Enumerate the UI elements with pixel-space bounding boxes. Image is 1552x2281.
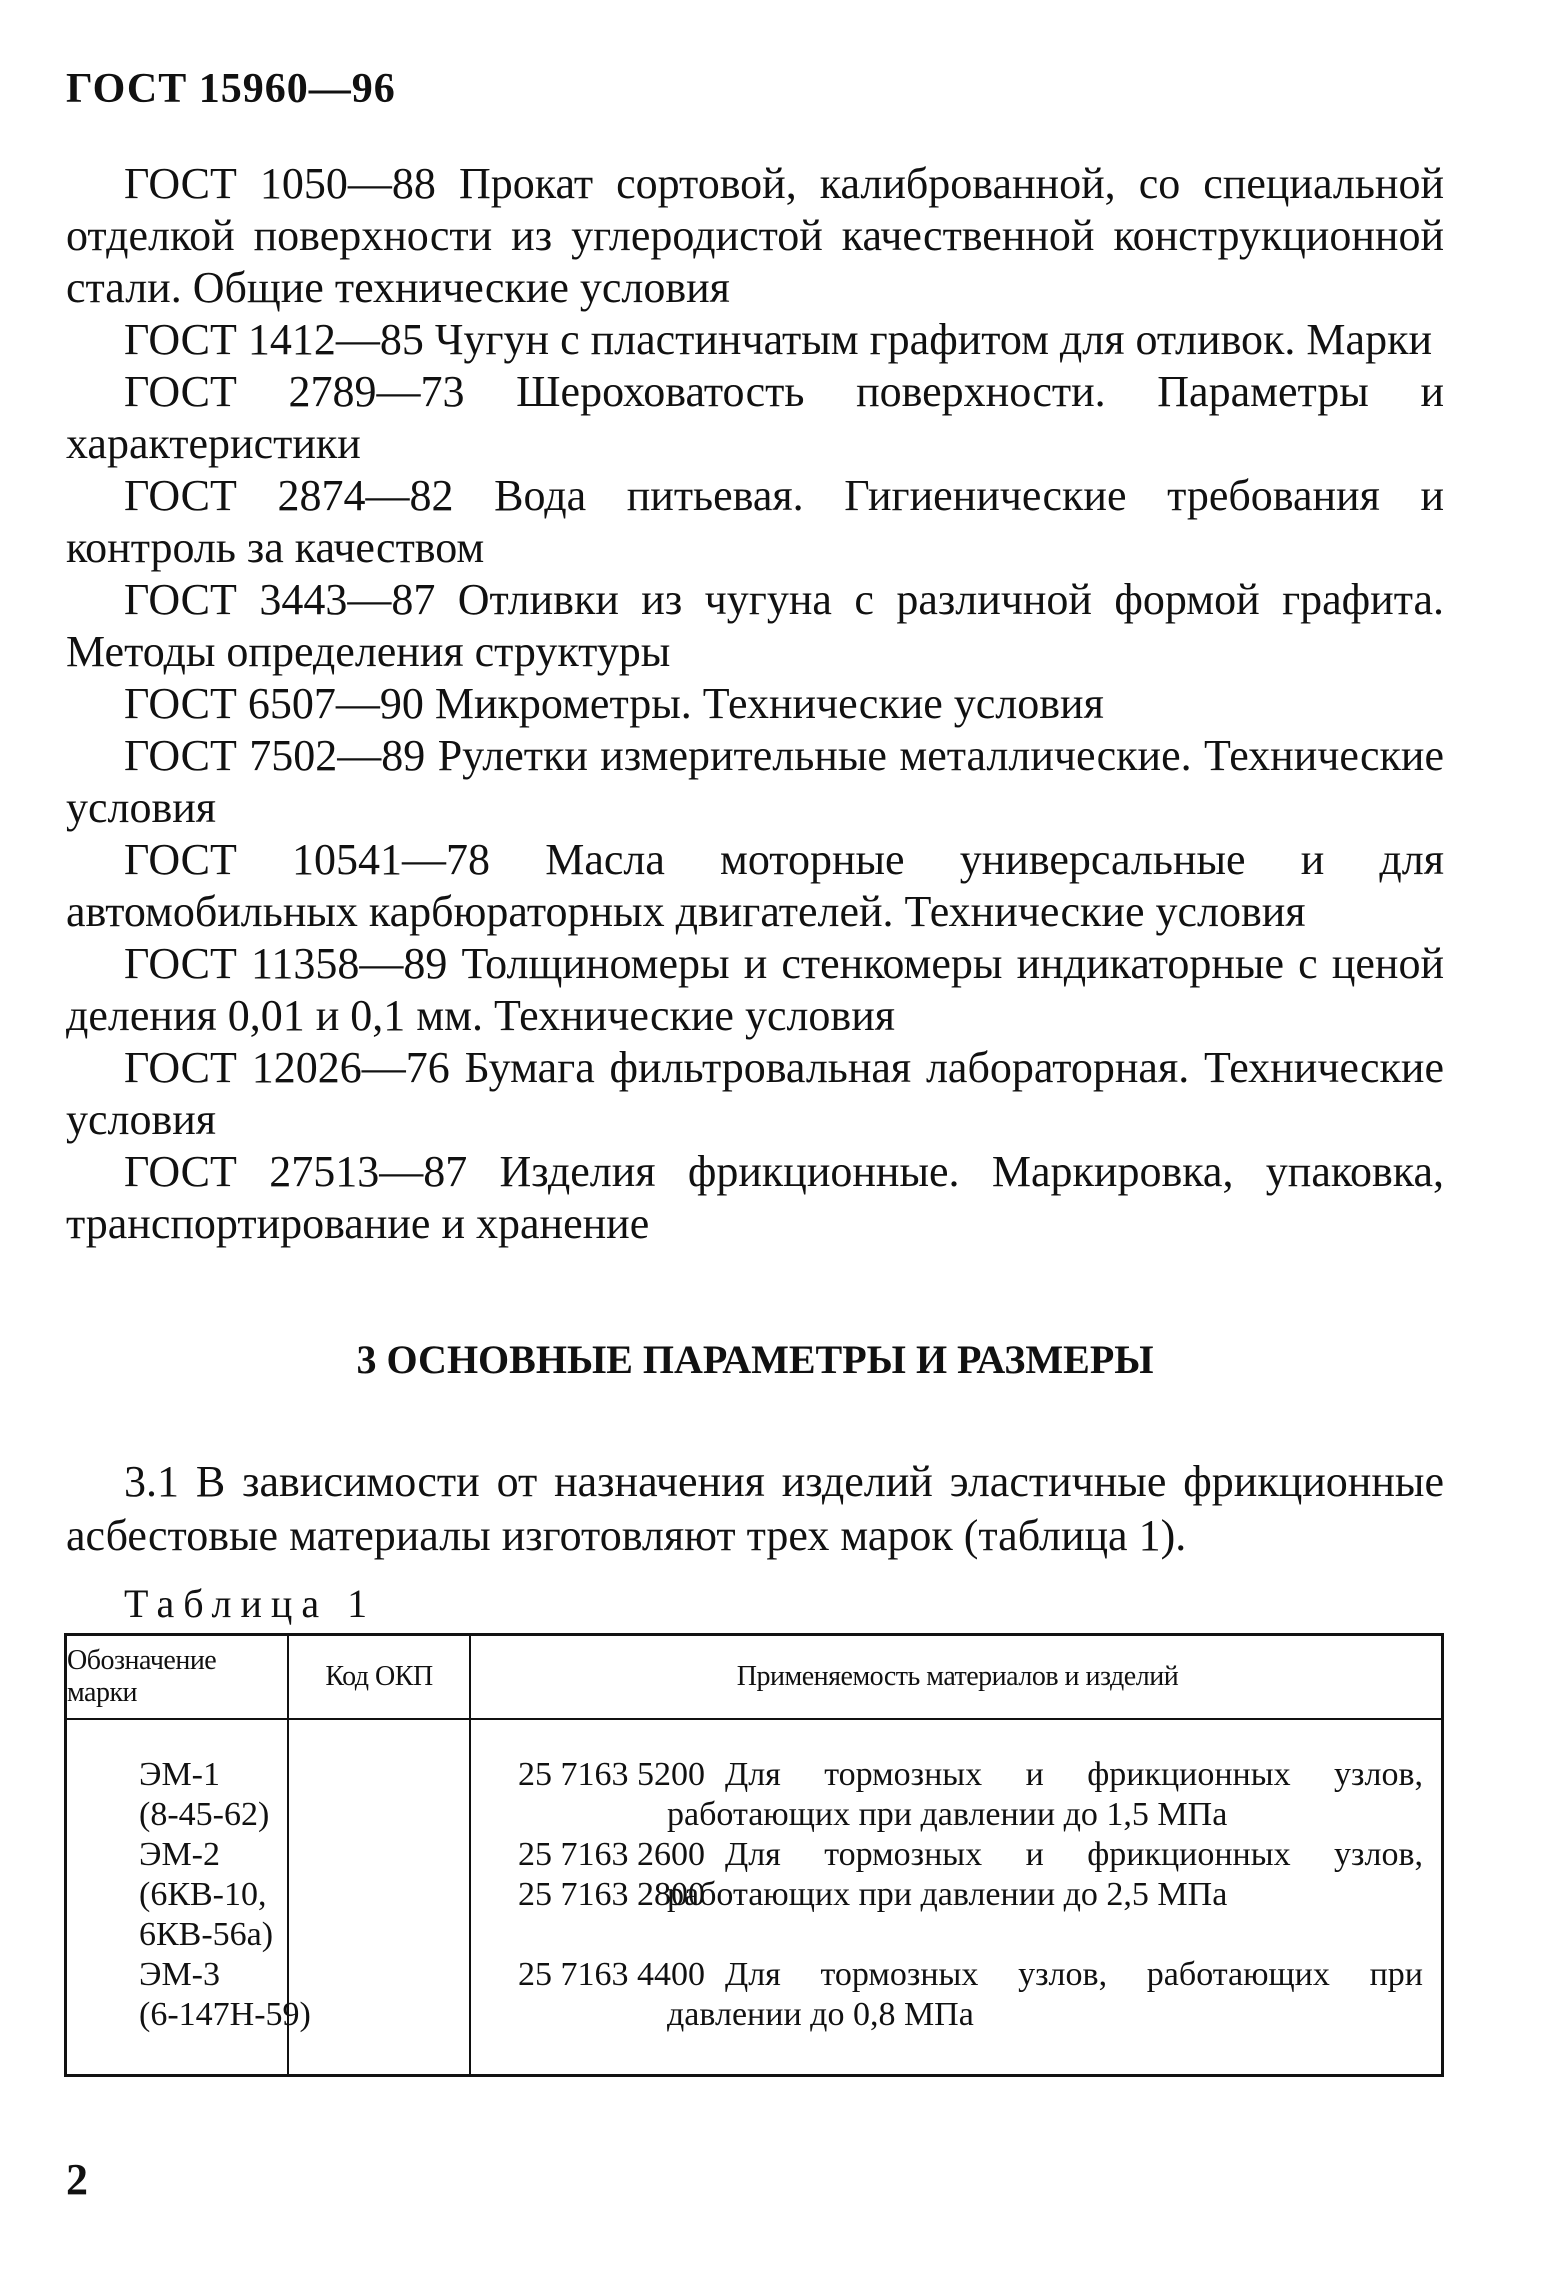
section-title: 3 ОСНОВНЫЕ ПАРАМЕТРЫ И РАЗМЕРЫ [356, 1337, 1154, 1382]
table-header-code: Код ОКП [325, 1661, 433, 1692]
page-number: 2 [66, 2155, 88, 2204]
reference-item: ГОСТ 2874—82 Вода питьевая. Гигиенические требования и контроль за качеством [66, 471, 1444, 572]
table-cell-use: Для тормозных и фрикционных узлов, работающих при давлении до 2,5 МПа [667, 1836, 1423, 1913]
table-cell-code: 25 7163 2600 [518, 1836, 705, 1873]
reference-item: ГОСТ 3443—87 Отливки из чугуна с различной формой графита. Методы определения структуры [66, 575, 1444, 676]
table-cell-mark-variant: (6КВ-10, 6КВ-56а) [139, 1876, 274, 1953]
reference-item: ГОСТ 2789—73 Шероховатость поверхности. Параметры и характеристики [66, 367, 1444, 468]
reference-item: ГОСТ 12026—76 Бумага фильтровальная лабораторная. Технические условия [66, 1043, 1444, 1144]
table-cell-mark: ЭМ-3 [139, 1956, 220, 1993]
reference-item: ГОСТ 6507—90 Микрометры. Технические условия [124, 679, 1104, 728]
reference-item: ГОСТ 1412—85 Чугун с пластинчатым графитом для отливок. Марки [124, 315, 1432, 364]
document-code-header: ГОСТ 15960—96 [66, 66, 396, 112]
table-header-mark: Обозначение марки [67, 1645, 217, 1708]
table-cell-code: 25 7163 4400 [518, 1956, 705, 1993]
table-caption: Таблица 1 [124, 1581, 377, 1626]
table-cell-mark: ЭМ-2 [139, 1836, 220, 1873]
section-paragraph: 3.1 В зависимости от назначения изделий эластичные фрикционные асбестовые материалы изготовляют трех марок (таблица 1). [66, 1457, 1444, 1560]
reference-item: ГОСТ 1050—88 Прокат сортовой, калиброванной, со специальной отделкой поверхности из углеродистой качественной конструкционной стали. Общие технические условия [66, 159, 1444, 312]
table-cell-code: 25 7163 5200 [518, 1756, 705, 1793]
table-cell-mark: ЭМ-1 [139, 1756, 220, 1793]
reference-item: ГОСТ 11358—89 Толщиномеры и стенкомеры индикаторные с ценой деления 0,01 и 0,1 мм. Технические условия [66, 939, 1444, 1040]
table-header-divider [67, 1718, 1441, 1720]
table-cell-code: 25 7163 2800 [518, 1876, 705, 1913]
table-cell-use: Для тормозных и фрикционных узлов, работающих при давлении до 1,5 МПа [667, 1756, 1423, 1833]
reference-item: ГОСТ 7502—89 Рулетки измерительные металлические. Технические условия [66, 731, 1444, 832]
normative-references-list [66, 158, 1444, 1250]
table-cell-mark-variant: (8-45-62) [139, 1796, 270, 1833]
reference-item: ГОСТ 10541—78 Масла моторные универсальные и для автомобильных карбюраторных двигателей. Технические условия [66, 835, 1444, 936]
table-header-use: Применяемость материалов и изделий [736, 1661, 1179, 1692]
table-cell-mark-variant: (6-147Н-59) [139, 1996, 311, 2033]
marks-table [64, 1633, 1444, 2077]
table-cell-use: Для тормозных узлов, работающих при давлении до 0,8 МПа [667, 1956, 1423, 2033]
reference-item: ГОСТ 27513—87 Изделия фрикционные. Маркировка, упаковка, транспортирование и хранение [66, 1147, 1444, 1248]
